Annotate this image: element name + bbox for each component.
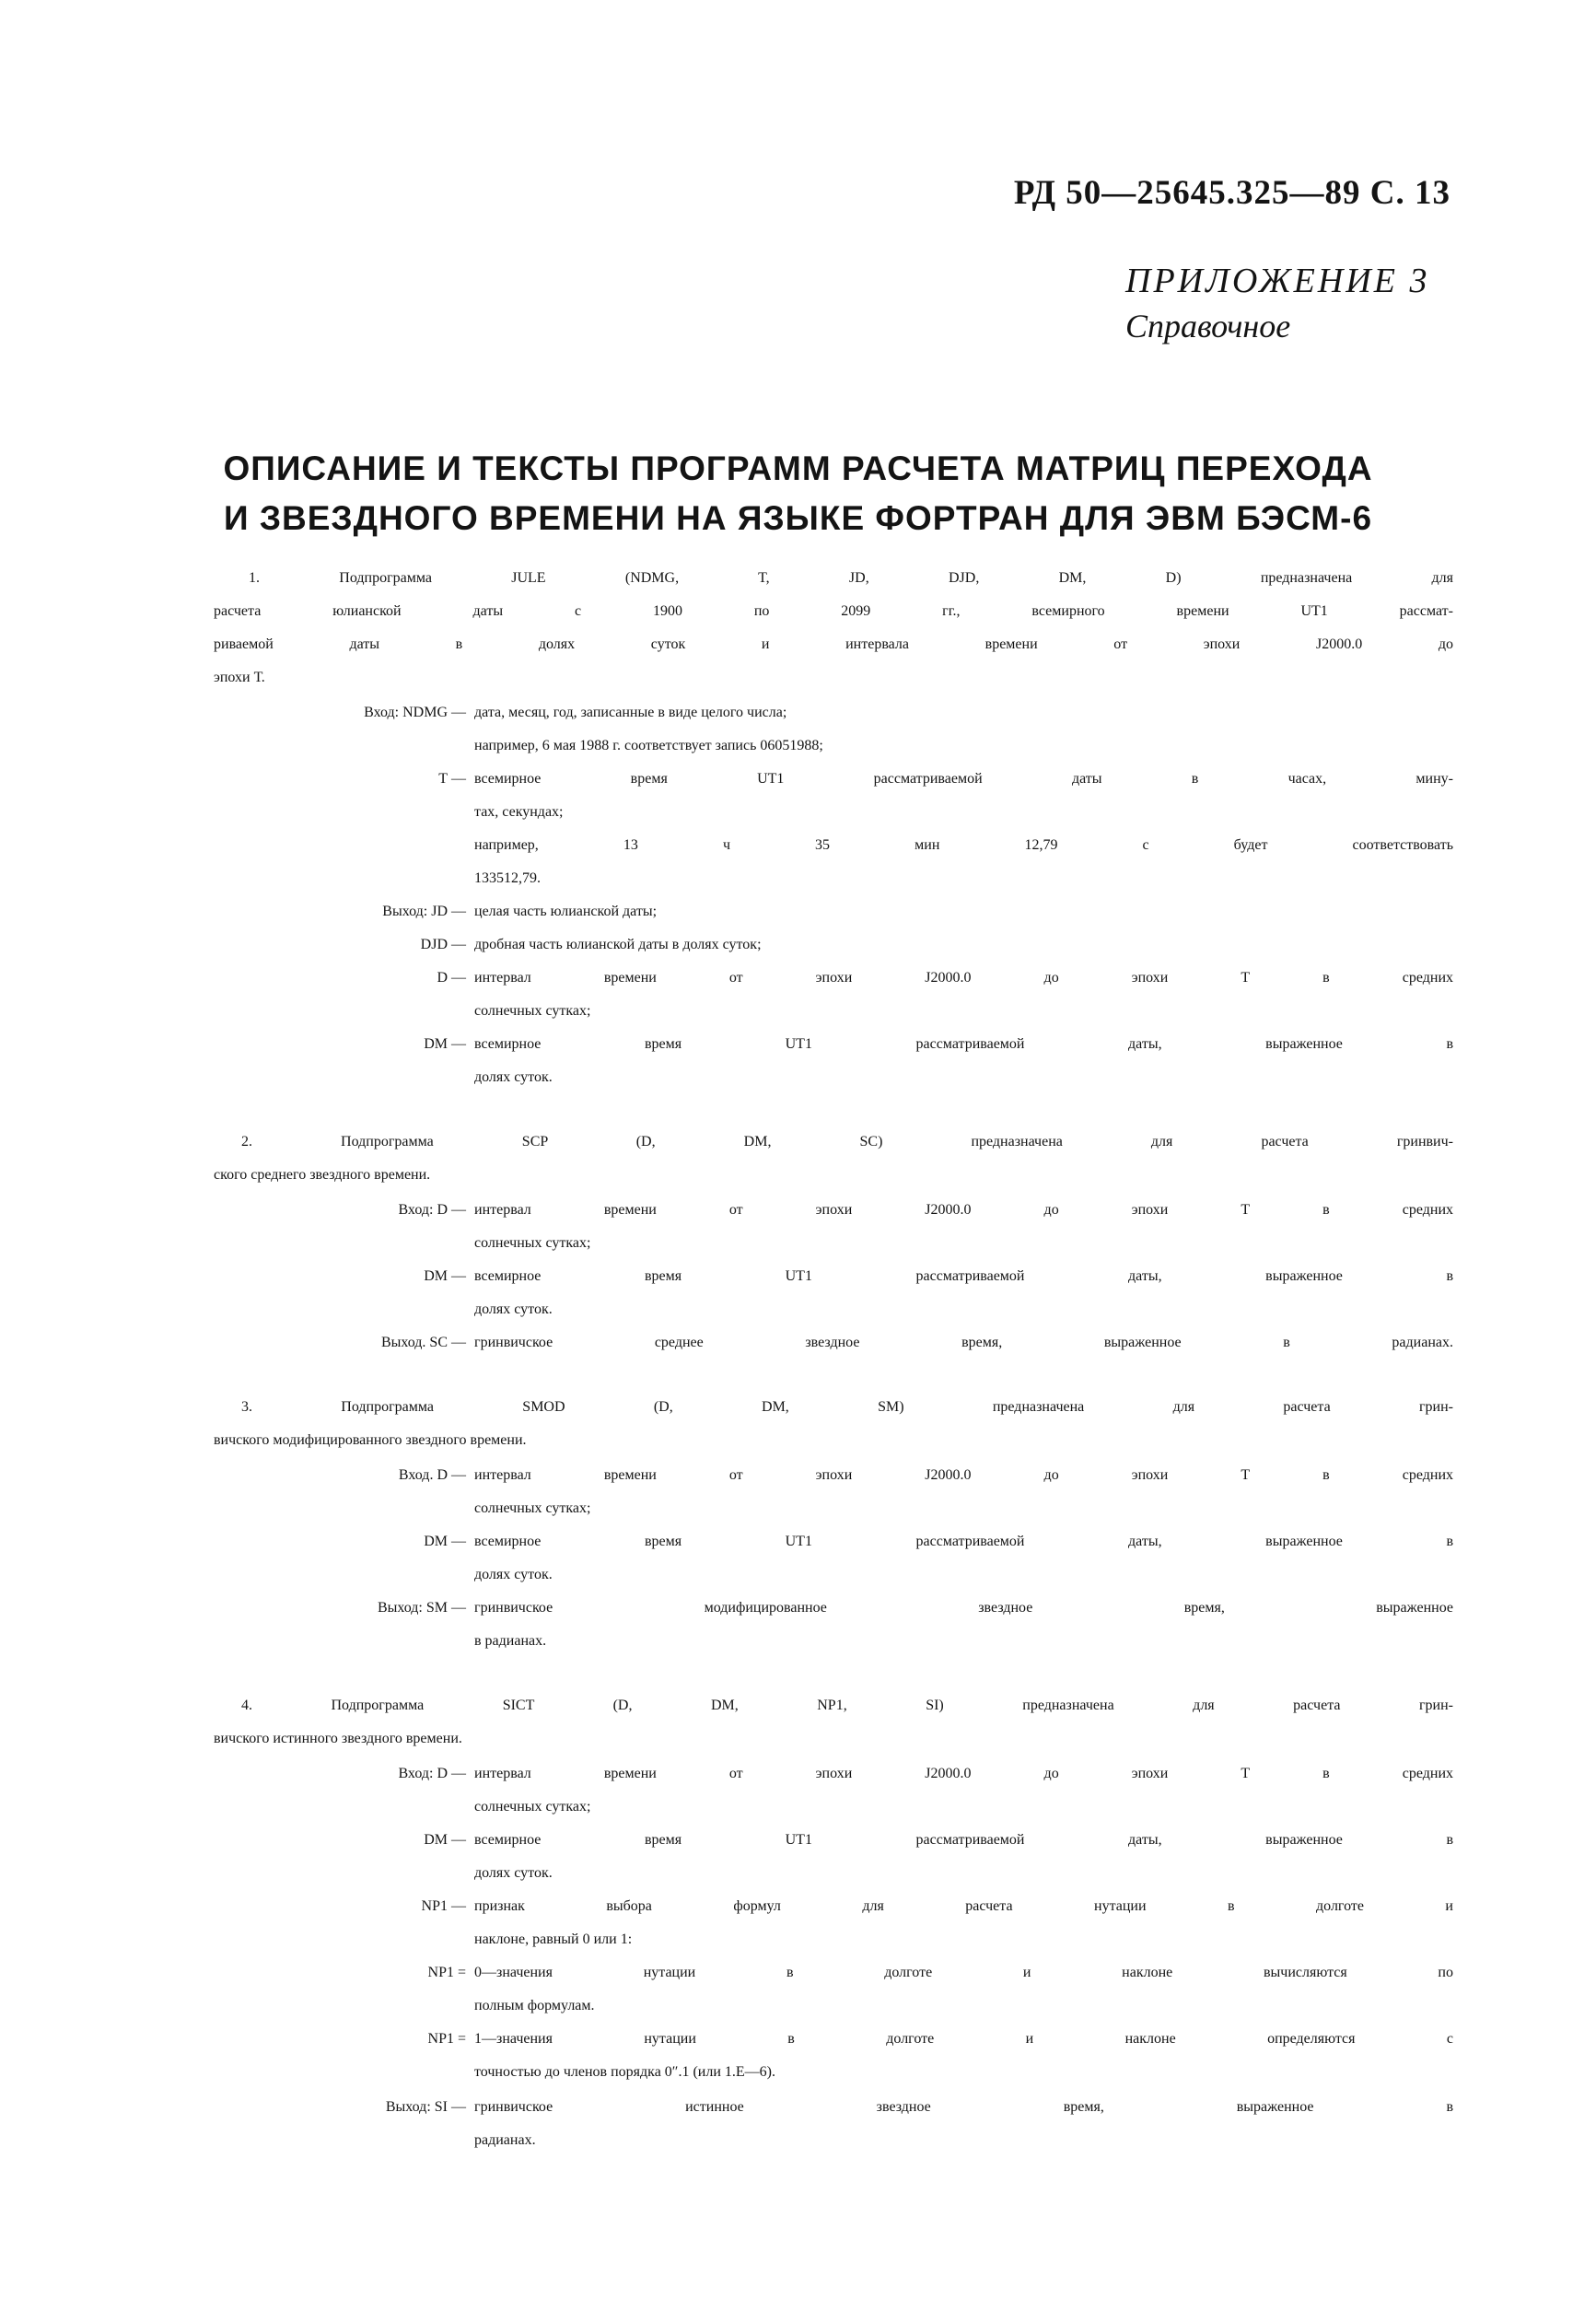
input-description: например, 6 мая 1988 г. соответствует запись 06051988;: [474, 738, 823, 753]
section-4-paragraph-line: 4. Подпрограмма SICT (D, DM, NP1, SI) предназначена для расчета грин-: [241, 1698, 1453, 1713]
input-label: Вход: D —: [398, 1202, 466, 1218]
param-description: долях суток.: [474, 1865, 553, 1881]
param-description: дробная часть юлианской даты в долях суток;: [474, 937, 762, 952]
input-description: интервал времени от эпохи J2000.0 до эпохи Т в средних: [474, 1766, 1453, 1781]
param-description: всемирное время UT1 рассматриваемой даты, выраженное в: [474, 1036, 1453, 1052]
param-description: солнечных сутках;: [474, 1003, 591, 1019]
output-label: Выход. SC —: [380, 1335, 466, 1350]
output-label: Выход: JD —: [382, 904, 466, 919]
input-label: Вход: D —: [398, 1766, 466, 1781]
param-description: долях суток.: [474, 1069, 553, 1085]
param-label: DM —: [424, 1036, 466, 1052]
param-description: тах, секундах;: [474, 804, 564, 820]
output-description: гринвичское истинное звездное время, выраженное в: [474, 2099, 1453, 2115]
section-3-paragraph-line: вичского модифицированного звездного времени.: [214, 1432, 527, 1448]
param-label: DM —: [424, 1832, 466, 1848]
param-description: точностью до членов порядка 0″.1 (или 1.Е—6).: [474, 2064, 776, 2080]
param-description: признак выбора формул для расчета нутации в долготе и: [474, 1898, 1453, 1914]
section-1-paragraph-line: риваемой даты в долях суток и интервала времени от эпохи J2000.0 до: [214, 636, 1453, 652]
output-label: Выход: SM —: [377, 1600, 466, 1616]
param-label: NP1 =: [427, 2031, 466, 2047]
output-description: гринвичское модифицированное звездное время, выраженное: [474, 1600, 1453, 1616]
input-description: солнечных сутках;: [474, 1235, 591, 1251]
param-label: NP1 —: [421, 1898, 466, 1914]
param-description: 133512,79.: [474, 870, 541, 886]
input-description: солнечных сутках;: [474, 1500, 591, 1516]
param-description: всемирное время UT1 рассматриваемой даты, выраженное в: [474, 1268, 1453, 1284]
input-description: солнечных сутках;: [474, 1799, 591, 1815]
param-label: DJD —: [420, 937, 466, 952]
section-2-paragraph-line: 2. Подпрограмма SCP (D, DM, SC) предназначена для расчета гринвич-: [241, 1134, 1453, 1150]
page-header-reference: РД 50—25645.325—89 С. 13: [1013, 174, 1450, 212]
input-description: интервал времени от эпохи J2000.0 до эпохи Т в средних: [474, 1467, 1453, 1483]
input-description: дата, месяц, год, записанные в виде целого числа;: [474, 705, 787, 720]
param-label: DM —: [424, 1268, 466, 1284]
input-description: интервал времени от эпохи J2000.0 до эпохи Т в средних: [474, 1202, 1453, 1218]
param-description: долях суток.: [474, 1301, 553, 1317]
input-label: Вход. D —: [398, 1467, 466, 1483]
section-1-paragraph-line: эпохи Т.: [214, 670, 265, 685]
param-description: например, 13 ч 35 мин 12,79 с будет соответствовать: [474, 837, 1453, 853]
param-description: 1—значения нутации в долготе и наклоне определяются с: [474, 2031, 1453, 2047]
param-description: 0—значения нутации в долготе и наклоне вычисляются по: [474, 1965, 1453, 1980]
title-line-1: ОПИСАНИЕ И ТЕКСТЫ ПРОГРАММ РАСЧЕТА МАТРИЦ ПЕРЕХОДА: [223, 449, 1373, 487]
section-4-paragraph-line: вичского истинного звездного времени.: [214, 1731, 462, 1746]
output-description: гринвичское среднее звездное время, выраженное в радианах.: [474, 1335, 1453, 1350]
param-description: наклоне, равный 0 или 1:: [474, 1931, 633, 1947]
title-line-2: И ЗВЕЗДНОГО ВРЕМЕНИ НА ЯЗЫКЕ ФОРТРАН ДЛЯ ЭВМ БЭСМ-6: [223, 499, 1373, 537]
appendix-label: ПРИЛОЖЕНИЕ 3: [1125, 262, 1430, 300]
param-description: долях суток.: [474, 1567, 553, 1582]
appendix-note: Справочное: [1125, 308, 1291, 344]
param-label: NP1 =: [427, 1965, 466, 1980]
output-description: в радианах.: [474, 1633, 547, 1649]
section-3-paragraph-line: 3. Подпрограмма SMOD (D, DM, SM) предназначена для расчета грин-: [241, 1399, 1453, 1415]
section-1-paragraph-line: 1. Подпрограмма JULE (NDMG, T, JD, DJD, DM, D) предназначена для: [249, 570, 1453, 586]
output-description: целая часть юлианской даты;: [474, 904, 658, 919]
section-1-paragraph-line: расчета юлианской даты с 1900 по 2099 гг., всемирного времени UT1 рассмат-: [214, 603, 1453, 619]
param-description: полным формулам.: [474, 1998, 595, 2013]
param-description: всемирное время UT1 рассматриваемой даты, выраженное в: [474, 1534, 1453, 1549]
param-label: D —: [437, 970, 466, 986]
param-description: всемирное время UT1 рассматриваемой даты в часах, мину-: [474, 771, 1453, 787]
document-title: [120, 444, 1476, 543]
param-label: DM —: [424, 1534, 466, 1549]
param-description: интервал времени от эпохи J2000.0 до эпохи Т в средних: [474, 970, 1453, 986]
output-description: радианах.: [474, 2132, 536, 2148]
section-2-paragraph-line: ского среднего звездного времени.: [214, 1167, 431, 1183]
input-label: Вход: NDMG —: [364, 705, 466, 720]
param-label: Т —: [438, 771, 466, 787]
param-description: всемирное время UT1 рассматриваемой даты, выраженное в: [474, 1832, 1453, 1848]
output-label: Выход: SI —: [385, 2099, 466, 2115]
